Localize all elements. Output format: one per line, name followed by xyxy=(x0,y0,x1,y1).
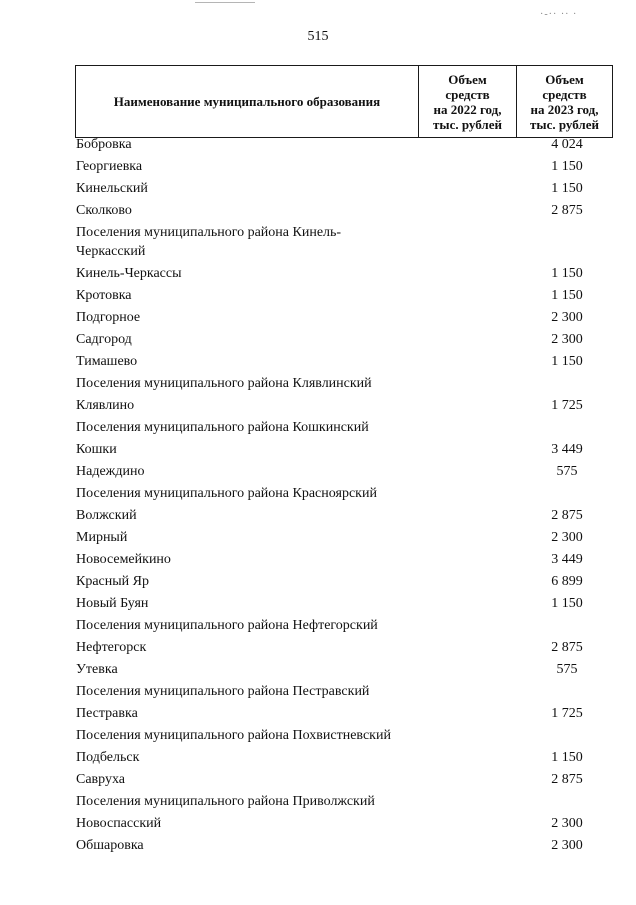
header-2022: Объем средств на 2022 год, тыс. рублей xyxy=(419,66,517,137)
row-name: Савруха xyxy=(76,772,126,787)
table-row xyxy=(76,550,616,569)
row-name: Тимашево xyxy=(76,354,138,369)
table-row xyxy=(76,330,616,349)
table-row xyxy=(76,726,616,745)
row-name: Подгорное xyxy=(76,310,141,325)
table-header xyxy=(75,65,613,138)
page-number: 515 xyxy=(307,29,329,44)
row-name: Садгород xyxy=(76,332,132,347)
table-row xyxy=(76,223,616,261)
table-row xyxy=(76,396,616,415)
row-value-2023: 575 xyxy=(556,662,578,677)
table-row xyxy=(76,682,616,701)
row-value-2023: 575 xyxy=(556,464,578,479)
row-name: Поселения муниципального района Кошкинский xyxy=(76,420,369,435)
row-name: Кротовка xyxy=(76,288,132,303)
row-name: Новый Буян xyxy=(76,596,149,611)
row-name: Нефтегорск xyxy=(76,640,147,655)
row-value-2023: 6 899 xyxy=(551,574,583,589)
table-row xyxy=(76,572,616,591)
table-row xyxy=(76,264,616,283)
row-name: Клявлино xyxy=(76,398,135,413)
row-value-2023: 4 024 xyxy=(551,137,583,152)
header-name: Наименование муниципального образования xyxy=(76,66,419,137)
table-row xyxy=(76,616,616,635)
row-name: Пестравка xyxy=(76,706,138,721)
table-row xyxy=(76,528,616,547)
table-row xyxy=(76,638,616,657)
table-row xyxy=(76,135,616,154)
table-row xyxy=(76,506,616,525)
table-row xyxy=(76,484,616,503)
row-value-2023: 1 150 xyxy=(551,181,583,196)
table-row xyxy=(76,814,616,833)
row-value-2023: 2 875 xyxy=(551,508,583,523)
table-row xyxy=(76,308,616,327)
row-name: Поселения муниципального района Приволжский xyxy=(76,794,375,809)
table-row xyxy=(76,157,616,176)
row-name: Красный Яр xyxy=(76,574,149,589)
table-row xyxy=(76,836,616,855)
row-value-2023: 2 300 xyxy=(551,332,583,347)
row-name: Подбельск xyxy=(76,750,140,765)
row-name: Новосемейкино xyxy=(76,552,171,567)
row-value-2023: 3 449 xyxy=(551,442,583,457)
table-row xyxy=(76,462,616,481)
table-row xyxy=(76,418,616,437)
row-name: Надеждино xyxy=(76,464,145,479)
table-row xyxy=(76,792,616,811)
row-name: Новоспасский xyxy=(76,816,162,831)
row-value-2023: 1 725 xyxy=(551,398,583,413)
row-name: Поселения муниципального района Нефтегорский xyxy=(76,618,378,633)
row-value-2023: 1 150 xyxy=(551,354,583,369)
row-value-2023: 2 300 xyxy=(551,530,583,545)
row-name: Георгиевка xyxy=(76,159,143,174)
scan-artifact-line xyxy=(195,0,255,3)
table-row xyxy=(76,770,616,789)
row-value-2023: 2 875 xyxy=(551,203,583,218)
table-row xyxy=(76,440,616,459)
row-name: Поселения муниципального района Кинель- Черкасский xyxy=(76,225,342,259)
row-name: Сколково xyxy=(76,203,132,218)
row-value-2023: 1 725 xyxy=(551,706,583,721)
row-value-2023: 1 150 xyxy=(551,288,583,303)
row-value-2023: 1 150 xyxy=(551,596,583,611)
table-row xyxy=(76,748,616,767)
row-value-2023: 2 300 xyxy=(551,816,583,831)
row-name: Кинель-Черкассы xyxy=(76,266,182,281)
row-value-2023: 1 150 xyxy=(551,266,583,281)
row-value-2023: 3 449 xyxy=(551,552,583,567)
table-row xyxy=(76,594,616,613)
table-row xyxy=(76,352,616,371)
row-value-2023: 2 875 xyxy=(551,640,583,655)
row-name: Утевка xyxy=(76,662,118,677)
table-row xyxy=(76,374,616,393)
table-row xyxy=(76,660,616,679)
table-row xyxy=(76,704,616,723)
scan-artifact-mark: ·-·· ·· · xyxy=(540,9,578,20)
row-value-2023: 2 300 xyxy=(551,310,583,325)
table-row xyxy=(76,179,616,198)
row-value-2023: 2 875 xyxy=(551,772,583,787)
header-2023: Объем средств на 2023 год, тыс. рублей xyxy=(530,71,599,132)
table-row xyxy=(76,201,616,220)
row-name: Мирный xyxy=(76,530,128,545)
row-value-2023: 1 150 xyxy=(551,750,583,765)
row-name: Кинельский xyxy=(76,181,148,196)
row-value-2023: 1 150 xyxy=(551,159,583,174)
row-name: Поселения муниципального района Красноярский xyxy=(76,486,377,501)
row-name: Обшаровка xyxy=(76,838,144,853)
table-row xyxy=(76,286,616,305)
row-name: Кошки xyxy=(76,442,117,457)
row-name: Бобровка xyxy=(76,137,132,152)
row-name: Поселения муниципального района Похвистневский xyxy=(76,728,391,743)
row-name: Поселения муниципального района Клявлинский xyxy=(76,376,372,391)
table-body xyxy=(76,135,616,858)
row-name: Волжский xyxy=(76,508,137,523)
row-name: Поселения муниципального района Пестравский xyxy=(76,684,370,699)
row-value-2023: 2 300 xyxy=(551,838,583,853)
